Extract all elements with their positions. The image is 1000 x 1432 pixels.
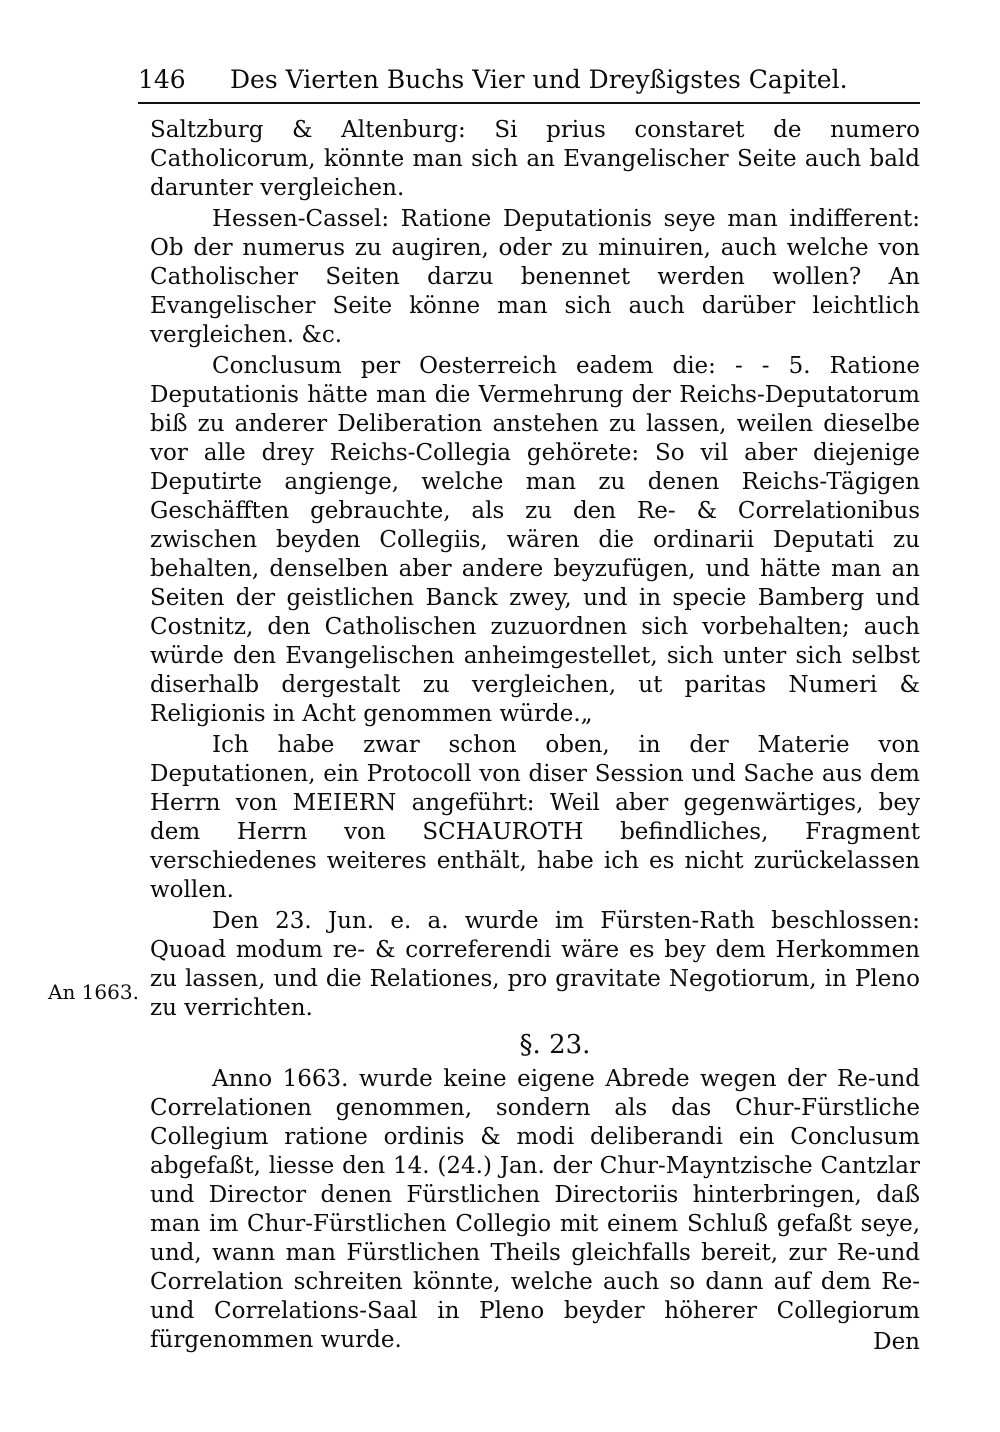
header-rule [138,102,920,104]
section-heading: §. 23. [519,1030,591,1060]
catchword: Den [873,1329,920,1355]
paragraph-conclusum: Conclusum per Oesterreich eadem die: - - 5. Ratione Deputationis hätte man die Vermehrung der Reichs-Deputatorum biß zu anderer Deliberation anstehen zu lassen, weilen dieselbe vor alle drey Reichs-Collegia gehörete: So vil aber diejenige Deputirte angienge, welche man zu denen Reichs-Tägigen Geschäfften gebrauchte, als zu den Re- & Correlationibus zwischen beyden Collegiis, wären die ordinarii Deputati zu behalten, denselben aber andere beyzufügen, und hätte man an Seiten der geistlichen Banck zwey, und in specie Bamberg und Costnitz, den Catholischen zuzuordnen sich vorbehalten; auch würde den Evangelischen anheimgestellet, sich unter sich selbst diserhalb dergestalt zu vergleichen, ut paritas Numeri & Religionis in Acht genommen würde.„ [150,353,920,727]
page-number: 146 [138,65,186,94]
margin-note-year: An 1663. [48,980,139,1004]
body-text [150,116,920,1357]
paragraph-saltzburg: Saltzburg & Altenburg: Si prius constaret de numero Catholicorum, könnte man sich an Evangelischer Seite auch bald darunter vergleichen. [150,117,920,201]
paragraph-protocoll-note: Ich habe zwar schon oben, in der Materie von Deputationen, ein Protocoll von diser Session und Sache aus dem Herrn von MEIERN angeführt: Weil aber gegenwärtiges, bey dem Herrn von SCHAUROTH befindliches, Fragment verschiedenes weiteres enthält, habe ich es nicht zurückelassen wollen. [150,732,920,903]
paragraph-hessen-cassel: Hessen-Cassel: Ratione Deputationis seye man indifferent: Ob der numerus zu augiren, oder zu minuiren, auch welche von Catholischer Seiten darzu benennet werden wollen? An Evangelischer Seite könne man sich auch darüber leichtlich vergleichen. &c. [150,206,920,348]
running-title: Des Vierten Buchs Vier und Dreyßigstes Capitel. [230,65,848,94]
paragraph-anno-1663: Anno 1663. wurde keine eigene Abrede wegen der Re-und Correlationen genommen, sondern als das Chur-Fürstliche Collegium ratione ordinis & modi deliberandi ein Conclusum abgefaßt, liesse den 14. (24.) Jan. der Chur-Mayntzische Cantzlar und Director denen Fürstlichen Directoriis hinterbringen, daß man im Chur-Fürstlichen Collegio mit einem Schluß gefaßt seye, und, wann man Fürstlichen Theils gleichfalls bereit, zur Re-und Correlation schreiten könnte, welche auch so dann auf dem Re-und Correlations-Saal in Pleno beyder höherer Collegiorum fürgenommen wurde. [150,1066,920,1353]
paragraph-fuersten-rath: Den 23. Jun. e. a. wurde im Fürsten-Rath beschlossen: Quoad modum re- & correferendi wäre es bey dem Herkommen zu lassen, und die Relationes, pro gravitate Negotiorum, in Pleno zu verrichten. [150,908,920,1021]
running-header [138,62,918,98]
